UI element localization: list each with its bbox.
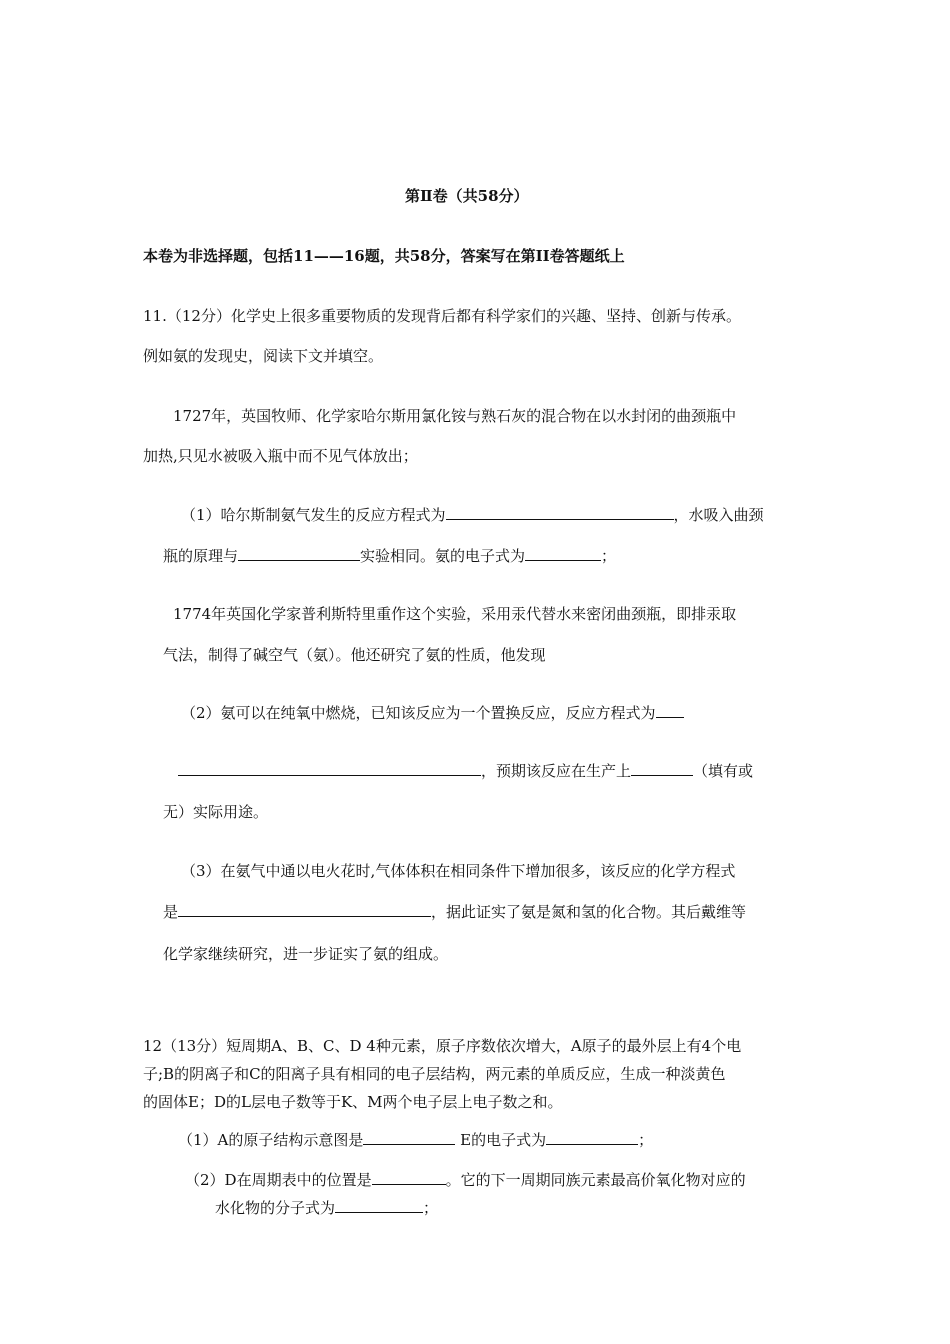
q12-sub2-text-c: 水化物的分子式为 [215, 1199, 336, 1217]
q11-sub3-answer-blank[interactable] [178, 902, 431, 917]
q11-sub1-line2 [163, 546, 616, 566]
q12-sub2-answer-blank-1[interactable] [372, 1170, 446, 1185]
q11-sub2-answer-blank-1[interactable] [656, 703, 684, 718]
q11-sub1-text-c: 瓶的原理与 [163, 547, 239, 565]
q11-p1-line2: 加热,只见水被吸入瓶中而不见气体放出； [143, 447, 418, 465]
q11-sub1-answer-blank-1[interactable] [446, 505, 674, 520]
q12-sub1-answer-blank-1[interactable] [363, 1130, 455, 1145]
q12-sub1-line [178, 1130, 653, 1150]
q11-sub2-answer-blank-3[interactable] [631, 761, 693, 776]
q11-p1-line1: 1727年，英国牧师、化学家哈尔斯用氯化铵与熟石灰的混合物在以水封闭的曲颈瓶中 [173, 407, 737, 425]
instructions: 本卷为非选择题，包括11——16题，共58分，答案写在第II卷答题纸上 [143, 247, 625, 265]
q11-p2-line1: 1774年英国化学家普利斯特里重作这个实验，采用汞代替水来密闭曲颈瓶，即排汞取 [173, 605, 737, 623]
q12-sub2-answer-blank-2[interactable] [335, 1198, 423, 1213]
q11-sub3-line1: （3）在氨气中通以电火花时,气体体积在相同条件下增加很多，该反应的化学方程式 [181, 862, 736, 880]
q11-line1: 11.（12分）化学史上很多重要物质的发现背后都有科学家们的兴趣、坚持、创新与传承。 [143, 307, 741, 325]
q12-sub2-text-d: ； [423, 1199, 439, 1217]
q11-sub1-answer-blank-2[interactable] [238, 546, 360, 561]
q11-line2: 例如氨的发现史，阅读下文并填空。 [143, 347, 384, 365]
q12-sub2-text-b: 。它的下一周期同族元素最高价氧化物对应的 [445, 1171, 746, 1189]
q12-line3: 的固体E；D的L层电子数等于K、M两个电子层上电子数之和。 [143, 1093, 563, 1111]
q11-sub2-text-c: （填有或 [693, 762, 754, 780]
q11-sub3-text-b: 是 [163, 903, 179, 921]
q12-sub1-text-c: ； [638, 1131, 654, 1149]
q11-sub2-line2 [178, 761, 753, 781]
q11-sub1-text-b: ，水吸入曲颈 [673, 506, 764, 524]
q11-sub1-answer-blank-3[interactable] [525, 546, 601, 561]
q12-sub1-text-b: E的电子式为 [455, 1131, 547, 1149]
q11-sub2-text-b: ，预期该反应在生产上 [481, 762, 632, 780]
q12-sub2-text-a: （2）D在周期表中的位置是 [185, 1171, 372, 1189]
q12-sub1-answer-blank-2[interactable] [546, 1130, 638, 1145]
q11-sub3-line3: 化学家继续研究，进一步证实了氨的组成。 [163, 945, 449, 963]
q11-sub2-answer-blank-2[interactable] [178, 761, 481, 776]
q11-sub2-line1 [181, 703, 684, 723]
q11-sub2-text-a: （2）氨可以在纯氧中燃烧，已知该反应为一个置换反应，反应方程式为 [181, 704, 656, 722]
section-title: 第Ⅱ卷（共58分） [405, 187, 529, 205]
q11-sub1-text-d: 实验相同。氨的电子式为 [360, 547, 526, 565]
q12-line2: 子;B的阴离子和C的阳离子具有相同的电子层结构，两元素的单质反应，生成一种淡黄色 [143, 1065, 726, 1083]
q11-sub1-text-a: （1）哈尔斯制氨气发生的反应方程式为 [181, 506, 446, 524]
q12-sub2-line1 [185, 1170, 746, 1190]
q12-line1: 12（13分）短周期A、B、C、D 4种元素，原子序数依次增大，A原子的最外层上有4个电 [143, 1037, 742, 1055]
q11-sub1-line1 [181, 505, 764, 525]
q11-sub2-line3: 无）实际用途。 [163, 803, 269, 821]
q11-sub1-text-e: ； [601, 547, 617, 565]
q12-sub2-line2 [215, 1198, 438, 1218]
q12-sub1-text-a: （1）A的原子结构示意图是 [178, 1131, 364, 1149]
q11-sub3-line2 [163, 902, 746, 922]
q11-sub3-text-c: ，据此证实了氨是氮和氢的化合物。其后戴维等 [431, 903, 747, 921]
q11-p2-line2: 气法，制得了碱空气（氨）。他还研究了氨的性质，他发现 [163, 646, 546, 664]
